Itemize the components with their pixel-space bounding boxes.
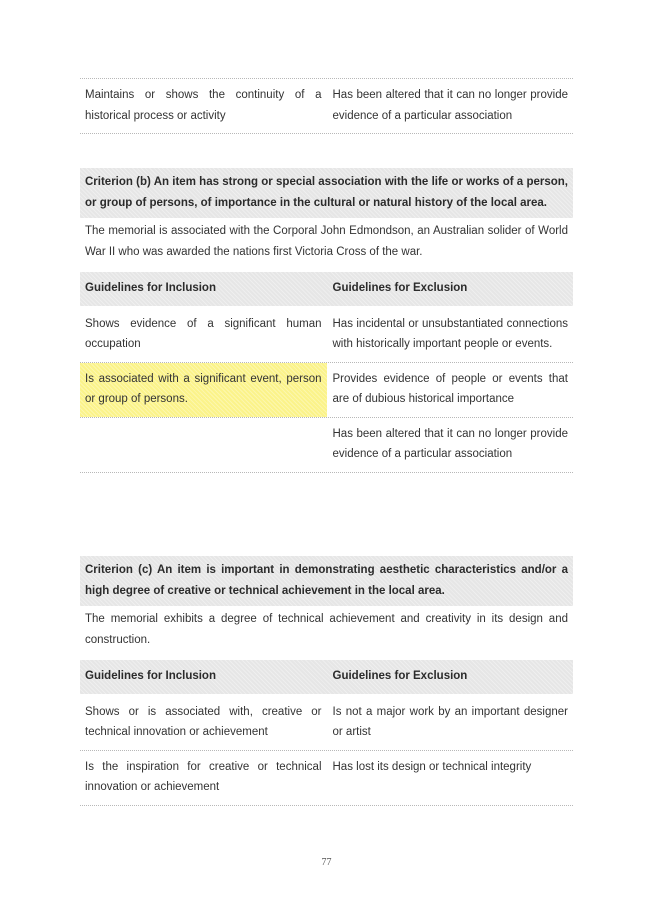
column-header-inclusion: Guidelines for Inclusion <box>85 282 216 294</box>
criterion-b-heading: Criterion (b) An item has strong or special association with the life or works of a person, or group of persons, of importance in the cultural or natural history of the local area. <box>80 168 573 218</box>
exclusion-cell: Has lost its design or technical integrity <box>332 760 532 773</box>
table-header-row <box>80 660 573 694</box>
exclusion-cell: Has been altered that it can no longer provide evidence of a particular association <box>332 427 568 460</box>
table-header-row <box>80 272 573 306</box>
table-row <box>80 694 573 751</box>
column-header-inclusion: Guidelines for Inclusion <box>85 670 216 682</box>
inclusion-cell: Shows or is associated with, creative or technical innovation or achievement <box>85 705 322 738</box>
table-row <box>80 78 573 134</box>
exclusion-cell: Has been altered that it can no longer provide evidence of a particular association <box>332 89 568 122</box>
criterion-b-description: The memorial is associated with the Corporal John Edmondson, an Australian solider of World War II who was awarded the nations first Victoria Cross of the war. <box>85 225 568 258</box>
column-header-exclusion: Guidelines for Exclusion <box>332 282 468 294</box>
exclusion-cell: Is not a major work by an important designer or artist <box>332 705 568 738</box>
criterion-c-heading: Criterion (c) An item is important in demonstrating aesthetic characteristics and/or a high degree of creative or technical achievement in the local area. <box>80 556 573 606</box>
inclusion-cell <box>80 418 327 472</box>
table-row <box>80 418 573 473</box>
inclusion-cell: Shows evidence of a significant human occupation <box>85 317 322 350</box>
top-guidelines-table <box>80 78 573 134</box>
criterion-c-section <box>80 556 573 806</box>
criterion-b-section <box>80 168 573 473</box>
exclusion-cell: Has incidental or unsubstantiated connections with historically important people or events. <box>332 317 568 350</box>
table-row <box>80 363 573 418</box>
page-number: 77 <box>321 857 332 868</box>
criterion-c-description: The memorial exhibits a degree of technical achievement and creativity in its design and construction. <box>85 613 568 646</box>
table-row <box>80 306 573 363</box>
column-header-exclusion: Guidelines for Exclusion <box>332 670 468 682</box>
exclusion-cell: Provides evidence of people or events that are of dubious historical importance <box>332 372 568 405</box>
table-row <box>80 751 573 806</box>
inclusion-cell: Maintains or shows the continuity of a historical process or activity <box>85 89 322 122</box>
inclusion-cell-highlighted: Is associated with a significant event, person or group of persons. <box>80 363 327 417</box>
inclusion-cell: Is the inspiration for creative or technical innovation or achievement <box>85 760 322 793</box>
